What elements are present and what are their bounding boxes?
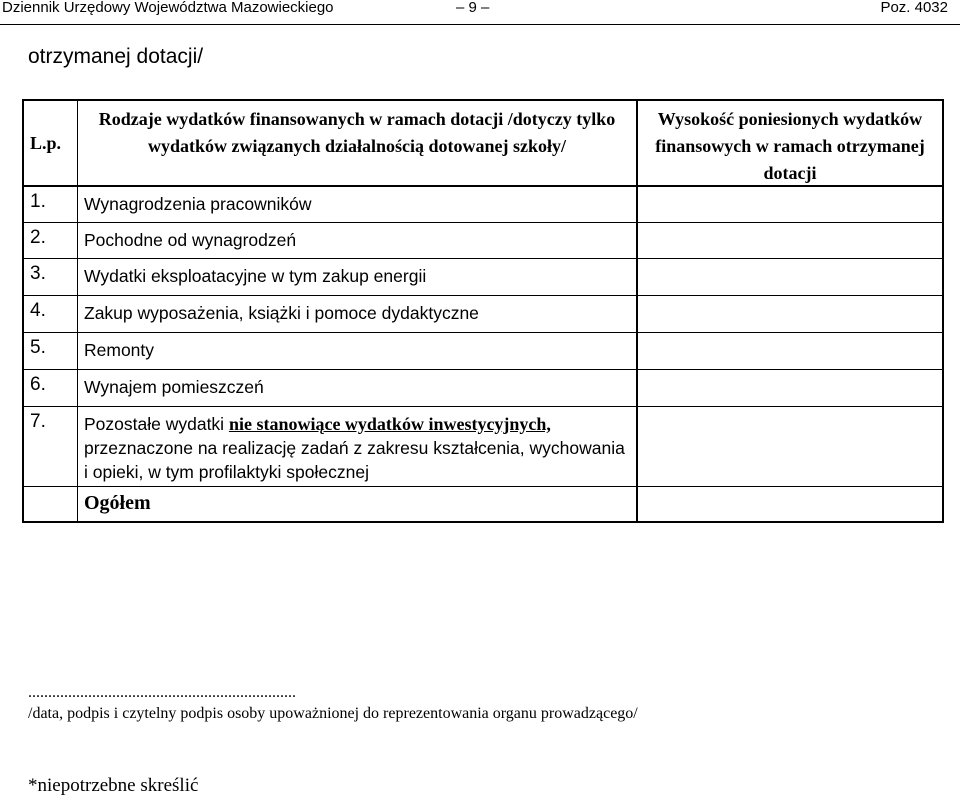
- table-row: [24, 223, 942, 259]
- row-number: 3.: [30, 263, 46, 284]
- table-header-row: [24, 101, 942, 187]
- amount-cell[interactable]: [638, 333, 942, 369]
- journal-title: Dziennik Urzędowy Województwa Mazowieckiego: [2, 0, 334, 16]
- row-label: Wynagrodzenia pracowników: [84, 194, 312, 214]
- table-row: [24, 407, 942, 487]
- row-label: Remonty: [84, 340, 155, 360]
- amount-cell[interactable]: [638, 370, 942, 406]
- row-label: [84, 412, 630, 484]
- header-lp: L.p.: [30, 133, 62, 153]
- row-label-part: przeznaczone na realizację zadań z zakresu kształcenia, wychowania i opieki, w tym profilaktyki społecznej: [84, 438, 625, 482]
- table-row: [24, 296, 942, 333]
- amount-cell[interactable]: [638, 223, 942, 258]
- row-label-part: Pozostałe wydatki: [84, 414, 229, 434]
- page-number: – 9 –: [456, 0, 490, 16]
- amount-cell[interactable]: [638, 407, 942, 486]
- table-row: [24, 259, 942, 296]
- header-amount: Wysokość poniesionych wydatków finansowych w ramach otrzymanej dotacji: [655, 109, 925, 183]
- position-number: Poz. 4032: [880, 0, 948, 16]
- signature-line: ...................................................................: [28, 684, 296, 701]
- row-number: 6.: [30, 374, 46, 395]
- row-label-emphasis: nie stanowiące wydatków inwestycyjnych,: [228, 414, 551, 434]
- row-number: 7.: [30, 411, 46, 432]
- page-header: [0, 0, 960, 25]
- table-row: [24, 370, 942, 407]
- row-number: 5.: [30, 337, 46, 358]
- amount-cell[interactable]: [638, 187, 942, 222]
- amount-cell[interactable]: [638, 259, 942, 295]
- row-number: 1.: [30, 191, 46, 212]
- table-row: [24, 333, 942, 370]
- row-number: 2.: [30, 227, 46, 248]
- footnote: *niepotrzebne skreślić: [28, 775, 199, 796]
- row-label: Wydatki eksploatacyjne w tym zakup energii: [84, 266, 427, 286]
- row-label: Wynajem pomieszczeń: [84, 377, 264, 397]
- amount-cell[interactable]: [638, 296, 942, 332]
- row-label: Zakup wyposażenia, książki i pomoce dydaktyczne: [84, 303, 479, 323]
- row-label: Pochodne od wynagrodzeń: [84, 230, 297, 250]
- table-row: [24, 187, 942, 223]
- header-expense-type: Rodzaje wydatków finansowanych w ramach dotacji /dotyczy tylko wydatków związanych działalnością dotowanej szkoły/: [98, 109, 616, 156]
- row-number: 4.: [30, 300, 46, 321]
- continued-text: otrzymanej dotacji/: [28, 45, 204, 68]
- signature-caption: /data, podpis i czytelny podpis osoby upoważnionej do reprezentowania organu prowadzącego/: [28, 705, 638, 722]
- expenses-table: [22, 99, 944, 523]
- total-amount-cell[interactable]: [638, 487, 942, 521]
- total-row: [24, 487, 942, 521]
- total-label: Ogółem: [84, 492, 151, 514]
